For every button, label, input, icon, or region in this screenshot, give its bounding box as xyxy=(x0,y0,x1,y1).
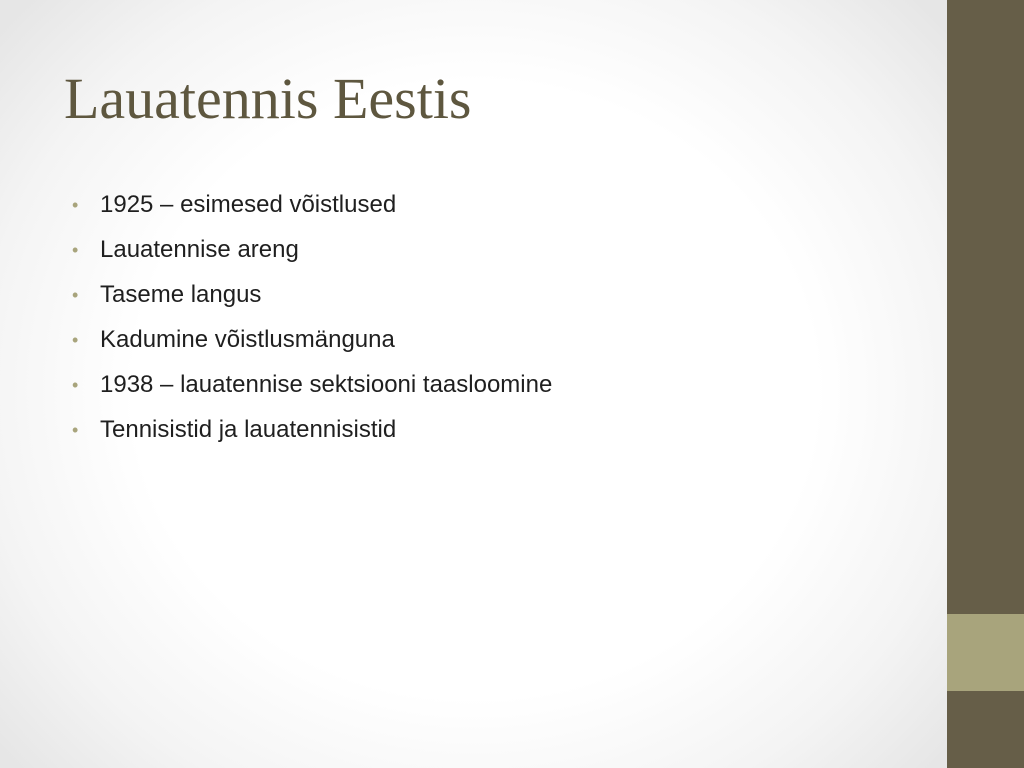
side-decoration-bar xyxy=(947,0,1024,768)
bullet-icon: • xyxy=(72,284,79,305)
bullet-icon: • xyxy=(72,419,79,440)
bullet-item xyxy=(72,182,932,227)
bullet-text: Taseme langus xyxy=(100,280,262,308)
bullet-text: Lauatennise areng xyxy=(100,235,299,263)
bullet-text: Kadumine võistlusmänguna xyxy=(100,325,395,353)
bullet-text: 1938 – lauatennise sektsiooni taasloomine xyxy=(100,370,553,398)
bullet-item xyxy=(72,407,932,452)
side-accent-block xyxy=(947,614,1024,691)
bullet-icon: • xyxy=(72,329,79,350)
bullet-item xyxy=(72,272,932,317)
bullet-item xyxy=(72,227,932,272)
bullet-text: 1925 – esimesed võistlused xyxy=(100,190,397,218)
slide-title: Lauatennis Eestis xyxy=(64,66,472,131)
bullet-item xyxy=(72,317,932,362)
bullet-item xyxy=(72,362,932,407)
bullet-text: Tennisistid ja lauatennisistid xyxy=(100,415,397,443)
bullet-icon: • xyxy=(72,374,79,395)
bullet-icon: • xyxy=(72,194,79,215)
bullet-icon: • xyxy=(72,239,79,260)
bullet-list xyxy=(72,182,932,452)
